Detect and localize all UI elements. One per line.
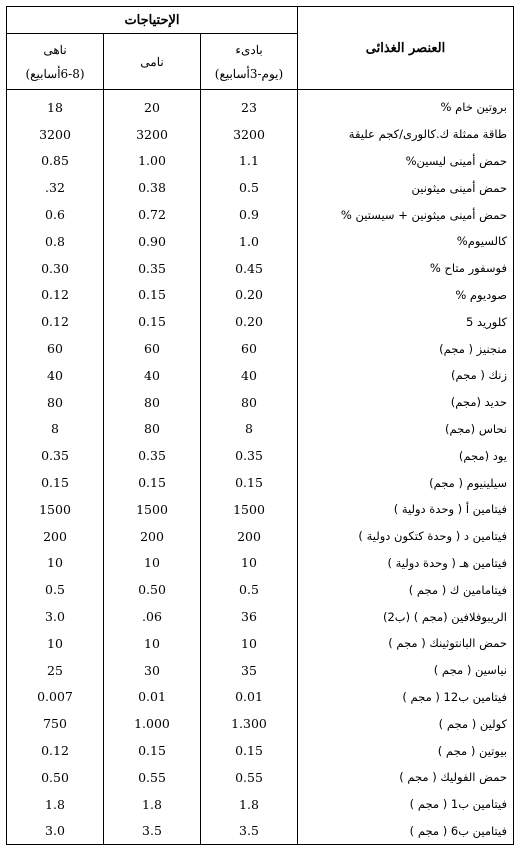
table-row	[7, 389, 514, 416]
nutrient-column-header: العنصر الغذائى	[298, 7, 514, 90]
finisher-label: ناهى	[43, 42, 67, 57]
nutrient-name-cell: فيتامين د ( وحدة كتكون دولية )	[298, 523, 514, 550]
nutrient-name-cell: فيتامين ب6 ( مجم )	[298, 818, 514, 845]
finisher-value-cell: 0.12	[7, 308, 104, 335]
finisher-value-cell: 25	[7, 657, 104, 684]
grower-value-cell: 0.35	[104, 442, 201, 469]
table-row	[7, 201, 514, 228]
finisher-value-cell: 32.	[7, 174, 104, 201]
starter-value-cell: 200	[201, 523, 298, 550]
table-row	[7, 255, 514, 282]
grower-value-cell: 0.38	[104, 174, 201, 201]
table-row	[7, 469, 514, 496]
grower-value-cell: 0.50	[104, 576, 201, 603]
starter-value-cell: 60	[201, 335, 298, 362]
finisher-value-cell: 18	[7, 90, 104, 121]
nutrient-name-cell: حمض أمينى ليسين%	[298, 148, 514, 175]
header-row-1	[7, 7, 514, 34]
starter-value-cell: 0.9	[201, 201, 298, 228]
starter-value-cell: 0.15	[201, 469, 298, 496]
starter-value-cell: 0.45	[201, 255, 298, 282]
grower-header	[104, 34, 201, 90]
grower-value-cell: 40	[104, 362, 201, 389]
table-row	[7, 710, 514, 737]
starter-value-cell: 1500	[201, 496, 298, 523]
finisher-value-cell: 10	[7, 630, 104, 657]
starter-value-cell: 35	[201, 657, 298, 684]
grower-value-cell: 1500	[104, 496, 201, 523]
finisher-value-cell: 1500	[7, 496, 104, 523]
nutrient-name-cell: فوسفور متاح %	[298, 255, 514, 282]
grower-value-cell: 3.5	[104, 818, 201, 845]
table-body	[7, 90, 514, 845]
grower-value-cell: 10	[104, 550, 201, 577]
nutrient-name-cell: حمض أمينى ميثونين + سيستين %	[298, 201, 514, 228]
finisher-value-cell: 0.8	[7, 228, 104, 255]
grower-value-cell: 200	[104, 523, 201, 550]
finisher-value-cell: 0.007	[7, 684, 104, 711]
nutrient-name-cell: منجنيز ( مجم)	[298, 335, 514, 362]
finisher-value-cell: 0.85	[7, 148, 104, 175]
table-row	[7, 121, 514, 148]
starter-value-cell: 3.5	[201, 818, 298, 845]
finisher-value-cell: 200	[7, 523, 104, 550]
starter-value-cell: 0.15	[201, 737, 298, 764]
grower-value-cell: 0.15	[104, 737, 201, 764]
nutrient-name-cell: فيتامين هـ ( وحدة دولية )	[298, 550, 514, 577]
nutrient-name-cell: فيتامين ب1 ( مجم )	[298, 791, 514, 818]
starter-value-cell: 1.1	[201, 148, 298, 175]
nutrient-name-cell: الريبوفلافين (مجم ) (ب2)	[298, 603, 514, 630]
finisher-value-cell: 0.5	[7, 576, 104, 603]
finisher-value-cell: 0.35	[7, 442, 104, 469]
nutrient-name-cell: فيتامامين ك ( مجم )	[298, 576, 514, 603]
finisher-value-cell: 0.15	[7, 469, 104, 496]
table-row	[7, 630, 514, 657]
finisher-value-cell: 60	[7, 335, 104, 362]
grower-value-cell: 0.55	[104, 764, 201, 791]
grower-value-cell: 0.35	[104, 255, 201, 282]
grower-value-cell: 1.00	[104, 148, 201, 175]
table-row	[7, 496, 514, 523]
nutrient-name-cell: نحاس (مجم)	[298, 416, 514, 443]
starter-value-cell: 8	[201, 416, 298, 443]
grower-value-cell: 30	[104, 657, 201, 684]
nutrient-name-cell: كالسيوم%	[298, 228, 514, 255]
table-row	[7, 416, 514, 443]
nutrient-name-cell: فيتامين ب12 ( مجم )	[298, 684, 514, 711]
grower-value-cell: 1.000	[104, 710, 201, 737]
table-row	[7, 442, 514, 469]
table-row	[7, 308, 514, 335]
starter-value-cell: 0.20	[201, 282, 298, 309]
starter-range: (يوم-3أسابيع)	[214, 66, 284, 81]
table-row	[7, 335, 514, 362]
finisher-value-cell: 0.12	[7, 282, 104, 309]
grower-value-cell: 0.15	[104, 469, 201, 496]
nutrient-name-cell: حمض أمينى ميثونين	[298, 174, 514, 201]
finisher-value-cell: 80	[7, 389, 104, 416]
starter-label: بادىء	[235, 42, 263, 57]
table-row	[7, 90, 514, 121]
table-row	[7, 550, 514, 577]
table-row	[7, 791, 514, 818]
finisher-value-cell: 1.8	[7, 791, 104, 818]
nutrient-name-cell: صوديوم %	[298, 282, 514, 309]
starter-value-cell: 0.5	[201, 576, 298, 603]
table-row	[7, 737, 514, 764]
grower-value-cell: 10	[104, 630, 201, 657]
nutrient-name-cell: بروتين خام %	[298, 90, 514, 121]
nutrient-name-cell: حمض البانتوثينك ( مجم )	[298, 630, 514, 657]
starter-value-cell: 0.5	[201, 174, 298, 201]
finisher-value-cell: 10	[7, 550, 104, 577]
starter-value-cell: 0.01	[201, 684, 298, 711]
starter-value-cell: 1.0	[201, 228, 298, 255]
finisher-header	[7, 34, 104, 90]
table-row	[7, 684, 514, 711]
finisher-value-cell: 3.0	[7, 818, 104, 845]
table-row	[7, 657, 514, 684]
finisher-range: (6-8أسابيع)	[25, 66, 85, 81]
table-row	[7, 282, 514, 309]
nutrient-name-cell: فيتامين أ ( وحدة دولية )	[298, 496, 514, 523]
finisher-value-cell: 3200	[7, 121, 104, 148]
nutrient-name-cell: طاقة ممثلة ك.كالورى/كجم عليقة	[298, 121, 514, 148]
nutrient-name-cell: كولين ( مجم )	[298, 710, 514, 737]
grower-value-cell: 60	[104, 335, 201, 362]
starter-value-cell: 80	[201, 389, 298, 416]
nutrient-name-cell: يود (مجم)	[298, 442, 514, 469]
finisher-value-cell: 0.50	[7, 764, 104, 791]
table-row	[7, 148, 514, 175]
starter-value-cell: 10	[201, 630, 298, 657]
starter-value-cell: 36	[201, 603, 298, 630]
grower-value-cell: 3200	[104, 121, 201, 148]
nutrient-name-cell: كلوريد 5	[298, 308, 514, 335]
table-row	[7, 603, 514, 630]
grower-value-cell: 0.15	[104, 282, 201, 309]
table-row	[7, 764, 514, 791]
nutrient-name-cell: نياسين ( مجم )	[298, 657, 514, 684]
starter-value-cell: 40	[201, 362, 298, 389]
finisher-value-cell: 750	[7, 710, 104, 737]
grower-value-cell: 0.90	[104, 228, 201, 255]
table-row	[7, 174, 514, 201]
grower-value-cell: 80	[104, 389, 201, 416]
starter-header	[201, 34, 298, 90]
finisher-value-cell: 0.12	[7, 737, 104, 764]
finisher-value-cell: 8	[7, 416, 104, 443]
table-row	[7, 576, 514, 603]
starter-value-cell: 1.8	[201, 791, 298, 818]
finisher-value-cell: 40	[7, 362, 104, 389]
finisher-value-cell: 3.0	[7, 603, 104, 630]
nutrient-name-cell: حديد (مجم)	[298, 389, 514, 416]
starter-value-cell: 0.55	[201, 764, 298, 791]
grower-label: نامى	[140, 54, 164, 69]
starter-value-cell: 1.300	[201, 710, 298, 737]
starter-value-cell: 23	[201, 90, 298, 121]
nutrient-requirements-table	[6, 6, 514, 845]
starter-value-cell: 0.20	[201, 308, 298, 335]
nutrient-name-cell: بيوتين ( مجم )	[298, 737, 514, 764]
grower-value-cell: 80	[104, 416, 201, 443]
starter-value-cell: 10	[201, 550, 298, 577]
grower-value-cell: 0.01	[104, 684, 201, 711]
table-row	[7, 228, 514, 255]
nutrient-name-cell: حمض الفوليك ( مجم )	[298, 764, 514, 791]
table-row	[7, 362, 514, 389]
grower-value-cell: 0.72	[104, 201, 201, 228]
grower-value-cell: 06.	[104, 603, 201, 630]
table-row	[7, 523, 514, 550]
requirements-header: الإحتياجات	[7, 7, 298, 34]
finisher-value-cell: 0.6	[7, 201, 104, 228]
starter-value-cell: 3200	[201, 121, 298, 148]
starter-value-cell: 0.35	[201, 442, 298, 469]
finisher-value-cell: 0.30	[7, 255, 104, 282]
nutrient-name-cell: سيلينيوم ( مجم)	[298, 469, 514, 496]
table-row	[7, 818, 514, 845]
grower-value-cell: 1.8	[104, 791, 201, 818]
grower-value-cell: 0.15	[104, 308, 201, 335]
nutrient-name-cell: زنك ( مجم)	[298, 362, 514, 389]
grower-value-cell: 20	[104, 90, 201, 121]
